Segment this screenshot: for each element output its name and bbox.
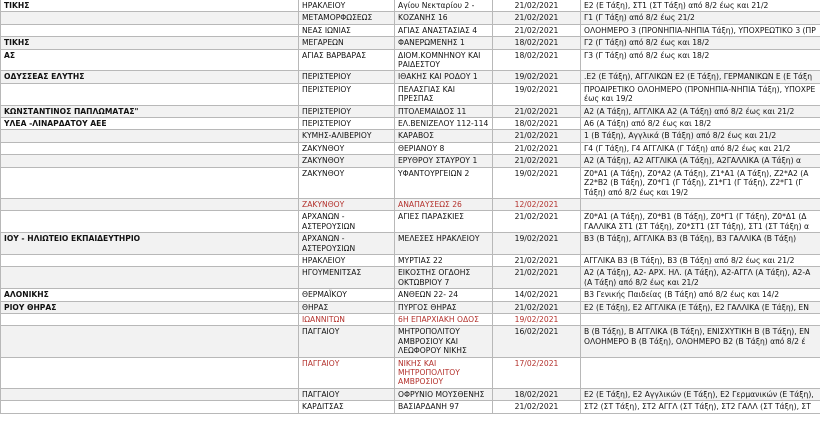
classes-cell xyxy=(581,198,820,210)
date-cell: 18/02/2021 xyxy=(493,388,581,400)
table-row xyxy=(1,83,820,105)
area-cell: ΖΑΚΥΝΘΟΥ xyxy=(299,167,395,198)
address-cell: ΑΝΑΠΑΥΣΕΩΣ 26 xyxy=(395,198,493,210)
date-cell: 21/02/2021 xyxy=(493,301,581,313)
area-cell: ΖΑΚΥΝΘΟΥ xyxy=(299,198,395,210)
address-cell: ΜΕΛΕΣΕΣ ΗΡΑΚΛΕΙΟΥ xyxy=(395,233,493,255)
table-row xyxy=(1,24,820,36)
classes-cell: Γ2 (Γ Τάξη) από 8/2 έως και 18/2 xyxy=(581,37,820,49)
classes-cell: 1 (Β Τάξη), Αγγλικά (Β Τάξη) από 8/2 έως και 21/2 xyxy=(581,130,820,142)
date-cell: 19/02/2021 xyxy=(493,167,581,198)
school-name-cell xyxy=(1,12,299,24)
area-cell: ΚΥΜΗΣ-ΑΛΙΒΕΡΙΟΥ xyxy=(299,130,395,142)
address-cell: ΠΤΟΛΕΜΑΙΔΟΣ 11 xyxy=(395,105,493,117)
table-row xyxy=(1,326,820,357)
area-cell: ΖΑΚΥΝΘΟΥ xyxy=(299,142,395,154)
school-name-cell xyxy=(1,167,299,198)
address-cell: ΥΦΑΝΤΟΥΡΓΕΙΩΝ 2 xyxy=(395,167,493,198)
address-cell: ΟΦΡΥΝΙΟ ΜΟΥΣΘΕΝΗΣ xyxy=(395,388,493,400)
address-cell: ΔΙΟΜ.ΚΟΜΝΗΝΟΥ ΚΑΙ ΡΑΙΔΕΣΤΟΥ xyxy=(395,49,493,71)
school-name-cell xyxy=(1,83,299,105)
school-name-cell xyxy=(1,267,299,289)
address-cell: ΘΕΡΙΑΝΟΥ 8 xyxy=(395,142,493,154)
area-cell: ΝΕΑΣ ΙΩΝΙΑΣ xyxy=(299,24,395,36)
table-row xyxy=(1,233,820,255)
area-cell: ΗΡΑΚΛΕΙΟΥ xyxy=(299,254,395,266)
date-cell: 19/02/2021 xyxy=(493,83,581,105)
date-cell: 21/02/2021 xyxy=(493,12,581,24)
area-cell: ΑΡΧΑΝΩΝ - ΑΣΤΕΡΟΥΣΙΩΝ xyxy=(299,211,395,233)
address-cell: Αγίου Νεκταρίου 2 - xyxy=(395,0,493,12)
area-cell: ΗΓΟΥΜΕΝΙΤΣΑΣ xyxy=(299,267,395,289)
table-row xyxy=(1,130,820,142)
classes-cell: ΑΓΓΛΙΚΑ Β3 (Β Τάξη), Β3 (Β Τάξη) από 8/2 έως και 21/2 xyxy=(581,254,820,266)
classes-cell: Β (Β Τάξη), Β ΑΓΓΛΙΚΑ (Β Τάξη), ΕΝΙΣΧΥΤΙΚΗ Β (Β Τάξη), ΕΝ ΟΛΟΗΜΕΡΟ Β (Β Τάξη), ΟΛΟΗΜΕΡΟ Β2 (Β Τάξη) από 8/2 έ xyxy=(581,326,820,357)
classes-cell: Α2 (Α Τάξη), Α2 ΑΓΓΛΙΚΑ (Α Τάξη), Α2ΓΑΛΛΙΚΑ (Α Τάξη) α xyxy=(581,155,820,167)
classes-cell: Β3 (Β Τάξη), ΑΓΓΛΙΚΑ Β3 (Β Τάξη), Β3 ΓΑΛΛΙΚΑ (Β Τάξη) xyxy=(581,233,820,255)
address-cell: ΦΑΝΕΡΩΜΕΝΗΣ 1 xyxy=(395,37,493,49)
table-row xyxy=(1,49,820,71)
date-cell: 21/02/2021 xyxy=(493,254,581,266)
school-name-cell xyxy=(1,130,299,142)
school-name-cell xyxy=(1,142,299,154)
classes-cell: Ε2 (Ε Τάξη), Ε2 ΑΓΓΛΙΚΑ (Ε Τάξη), Ε2 ΓΑΛΛΙΚΑ (Ε Τάξη), ΕΝ xyxy=(581,301,820,313)
school-name-cell xyxy=(1,198,299,210)
classes-cell: ΣΤ2 (ΣΤ Τάξη), ΣΤ2 ΑΓΓΛ (ΣΤ Τάξη), ΣΤ2 ΓΑΛΛ (ΣΤ Τάξη), ΣΤ xyxy=(581,401,820,413)
date-cell: 21/02/2021 xyxy=(493,142,581,154)
table-row xyxy=(1,71,820,83)
classes-cell: Ε2 (Ε Τάξη), ΣΤ1 (ΣΤ Τάξη) από 8/2 έως και 21/2 xyxy=(581,0,820,12)
date-cell: 21/02/2021 xyxy=(493,130,581,142)
classes-cell: .Ε2 (Ε Τάξη), ΑΓΓΛΙΚΩΝ Ε2 (Ε Τάξη), ΓΕΡΜΑΝΙΚΩΝ Ε (Ε Τάξη xyxy=(581,71,820,83)
classes-cell xyxy=(581,313,820,325)
area-cell: ΠΕΡΙΣΤΕΡΙΟΥ xyxy=(299,71,395,83)
date-cell: 19/02/2021 xyxy=(493,233,581,255)
table-row xyxy=(1,155,820,167)
date-cell: 21/02/2021 xyxy=(493,155,581,167)
school-name-cell: ΑΛΟΝΙΚΗΣ xyxy=(1,289,299,301)
area-cell: ΜΕΓΑΡΕΩΝ xyxy=(299,37,395,49)
school-name-cell: ΤΙΚΗΣ xyxy=(1,0,299,12)
school-name-cell xyxy=(1,388,299,400)
date-cell: 21/02/2021 xyxy=(493,24,581,36)
area-cell: ΚΑΡΔΙΤΣΑΣ xyxy=(299,401,395,413)
classes-cell: Ε2 (Ε Τάξη), Ε2 Αγγλικών (Ε Τάξη), Ε2 Γερμανικών (Ε Τάξη), xyxy=(581,388,820,400)
area-cell: ΠΕΡΙΣΤΕΡΙΟΥ xyxy=(299,105,395,117)
address-cell: ΠΥΡΓΟΣ ΘΗΡΑΣ xyxy=(395,301,493,313)
address-cell: ΕΡΥΘΡΟΥ ΣΤΑΥΡΟΥ 1 xyxy=(395,155,493,167)
date-cell: 18/02/2021 xyxy=(493,118,581,130)
school-name-cell xyxy=(1,155,299,167)
classes-cell: Γ3 (Γ Τάξη) από 8/2 έως και 18/2 xyxy=(581,49,820,71)
classes-cell: Α6 (Α Τάξη) από 8/2 έως και 18/2 xyxy=(581,118,820,130)
table-row xyxy=(1,0,820,12)
address-cell: ΚΟΖΑΝΗΣ 16 xyxy=(395,12,493,24)
table-row xyxy=(1,301,820,313)
area-cell: ΠΑΓΓΑΙΟΥ xyxy=(299,388,395,400)
school-name-cell: ΡΙΟΥ ΘΗΡΑΣ xyxy=(1,301,299,313)
table-row xyxy=(1,313,820,325)
address-cell: 6Η ΕΠΑΡΧΙΑΚΗ ΟΔΟΣ xyxy=(395,313,493,325)
date-cell: 12/02/2021 xyxy=(493,198,581,210)
area-cell: ΖΑΚΥΝΘΟΥ xyxy=(299,155,395,167)
address-cell: ΑΝΘΕΩΝ 22- 24 xyxy=(395,289,493,301)
address-cell: ΕΛ.ΒΕΝΙΖΕΛΟΥ 112-114 xyxy=(395,118,493,130)
date-cell: 18/02/2021 xyxy=(493,49,581,71)
table-row xyxy=(1,118,820,130)
date-cell: 21/02/2021 xyxy=(493,401,581,413)
school-name-cell xyxy=(1,313,299,325)
classes-cell: Γ1 (Γ Τάξη) από 8/2 έως 21/2 xyxy=(581,12,820,24)
classes-cell: Ζ0*Α1 (Α Τάξη), Ζ0*Α2 (Α Τάξη), Ζ1*Α1 (Α Τάξη), Ζ2*Α2 (Α Ζ2*Β2 (Β Τάξη), Ζ0*Γ1 (Γ Τάξη), Ζ1*Γ1 (Γ Τάξη), Ζ2*Γ1 (Γ Τάξη) από 8/2 έως και 19/2 xyxy=(581,167,820,198)
date-cell: 18/02/2021 xyxy=(493,37,581,49)
address-cell: ΒΑΣΙΑΡΔΑΝΗ 97 xyxy=(395,401,493,413)
table-row xyxy=(1,357,820,388)
classes-cell: Α2 (Α Τάξη), Α2- ΑΡΧ. ΗΛ. (Α Τάξη), Α2-ΑΓΓΛ (Α Τάξη), Α2-Α (Α Τάξη) από 8/2 έως και 21/2 xyxy=(581,267,820,289)
classes-cell: Α2 (Α Τάξη), ΑΓΓΛΙΚΑ Α2 (Α Τάξη) από 8/2 έως και 21/2 xyxy=(581,105,820,117)
classes-cell: ΠΡΟΑΙΡΕΤΙΚΟ ΟΛΟΗΜΕΡΟ (ΠΡΟΝΗΠΙΑ-ΝΗΠΙΑ Τάξη), ΥΠΟΧΡΕ έως και 19/2 xyxy=(581,83,820,105)
table-row xyxy=(1,401,820,413)
address-cell: ΕΙΚΟΣΤΗΣ ΟΓΔΟΗΣ ΟΚΤΩΒΡΙΟΥ 7 xyxy=(395,267,493,289)
date-cell: 19/02/2021 xyxy=(493,313,581,325)
table-row xyxy=(1,37,820,49)
area-cell: ΠΕΡΙΣΤΕΡΙΟΥ xyxy=(299,118,395,130)
classes-cell: Β3 Γενικής Παιδείας (Β Τάξη) από 8/2 έως και 14/2 xyxy=(581,289,820,301)
address-cell: ΑΓΙΑΣ ΑΝΑΣΤΑΣΙΑΣ 4 xyxy=(395,24,493,36)
school-name-cell xyxy=(1,24,299,36)
classes-cell xyxy=(581,357,820,388)
area-cell: ΜΕΤΑΜΟΡΦΩΣΕΩΣ xyxy=(299,12,395,24)
date-cell: 14/02/2021 xyxy=(493,289,581,301)
school-name-cell: ΥΛΕΑ -ΛΙΝΑΡΔΑΤΟΥ ΑΕΕ xyxy=(1,118,299,130)
school-name-cell: ΙΟΥ - ΗΛΙΩΤΕΙΟ ΕΚΠΑΙΔΕΥΤΗΡΙΟ xyxy=(1,233,299,255)
date-cell: 21/02/2021 xyxy=(493,0,581,12)
area-cell: ΠΑΓΓΑΙΟΥ xyxy=(299,326,395,357)
school-name-cell xyxy=(1,401,299,413)
table-row xyxy=(1,12,820,24)
date-cell: 19/02/2021 xyxy=(493,71,581,83)
table-row xyxy=(1,142,820,154)
date-cell: 21/02/2021 xyxy=(493,267,581,289)
table-row xyxy=(1,211,820,233)
address-cell: ΜΗΤΡΟΠΟΛΙΤΟΥ ΑΜΒΡΟΣΙΟΥ ΚΑΙ ΛΕΩΦΟΡΟΥ ΝΙΚΗΣ xyxy=(395,326,493,357)
table-row xyxy=(1,267,820,289)
school-name-cell: ΤΙΚΗΣ xyxy=(1,37,299,49)
area-cell: ΑΡΧΑΝΩΝ - ΑΣΤΕΡΟΥΣΙΩΝ xyxy=(299,233,395,255)
area-cell: ΠΕΡΙΣΤΕΡΙΟΥ xyxy=(299,83,395,105)
area-cell: ΘΕΡΜΑΪΚΟΥ xyxy=(299,289,395,301)
area-cell: ΙΩΑΝΝΙΤΩΝ xyxy=(299,313,395,325)
date-cell: 21/02/2021 xyxy=(493,105,581,117)
table-row xyxy=(1,388,820,400)
school-name-cell xyxy=(1,254,299,266)
address-cell: ΝΙΚΗΣ ΚΑΙ ΜΗΤΡΟΠΟΛΙΤΟΥ ΑΜΒΡΟΣΙΟΥ xyxy=(395,357,493,388)
address-cell: ΜΥΡΤΙΑΣ 22 xyxy=(395,254,493,266)
address-cell: ΚΑΡΑΒΟΣ xyxy=(395,130,493,142)
area-cell: ΘΗΡΑΣ xyxy=(299,301,395,313)
school-name-cell xyxy=(1,357,299,388)
area-cell: ΑΓΙΑΣ ΒΑΡΒΑΡΑΣ xyxy=(299,49,395,71)
date-cell: 21/02/2021 xyxy=(493,211,581,233)
date-cell: 16/02/2021 xyxy=(493,326,581,357)
school-name-cell xyxy=(1,211,299,233)
table-row xyxy=(1,167,820,198)
area-cell: ΗΡΑΚΛΕΙΟΥ xyxy=(299,0,395,12)
classes-cell: Γ4 (Γ Τάξη), Γ4 ΑΓΓΛΙΚΑ (Γ Τάξη) από 8/2 έως και 21/2 xyxy=(581,142,820,154)
classes-cell: ΟΛΟΗΜΕΡΟ 3 (ΠΡΟΝΗΠΙΑ-ΝΗΠΙΑ Τάξη), ΥΠΟΧΡΕΩΤΙΚΟ 3 (ΠΡ xyxy=(581,24,820,36)
school-name-cell: ΚΩΝΣΤΑΝΤΙΝΟΣ ΠΑΠΛΩΜΑΤΑΣ" xyxy=(1,105,299,117)
table-row xyxy=(1,105,820,117)
address-cell: ΙΘΑΚΗΣ ΚΑΙ ΡΟΔΟΥ 1 xyxy=(395,71,493,83)
school-name-cell xyxy=(1,326,299,357)
area-cell: ΠΑΓΓΑΙΟΥ xyxy=(299,357,395,388)
school-name-cell: ΟΔΥΣΣΕΑΣ ΕΛΥΤΗΣ xyxy=(1,71,299,83)
address-cell: ΑΓΙΕΣ ΠΑΡΑΣΚΙΕΣ xyxy=(395,211,493,233)
classes-cell: Ζ0*Α1 (Α Τάξη), Ζ0*Β1 (Β Τάξη), Ζ0*Γ1 (Γ Τάξη), Ζ0*Δ1 (Δ ΓΑΛΛΙΚΑ ΣΤ1 (ΣΤ Τάξη), Ζ0*ΣΤ1 (ΣΤ Τάξη), ΣΤ1 (ΣΤ Τάξη) α xyxy=(581,211,820,233)
table-row xyxy=(1,198,820,210)
school-name-cell: ΑΣ xyxy=(1,49,299,71)
table-row xyxy=(1,254,820,266)
address-cell: ΠΕΛΑΣΓΙΑΣ ΚΑΙ ΠΡΕΣΠΑΣ xyxy=(395,83,493,105)
table-row xyxy=(1,289,820,301)
date-cell: 17/02/2021 xyxy=(493,357,581,388)
